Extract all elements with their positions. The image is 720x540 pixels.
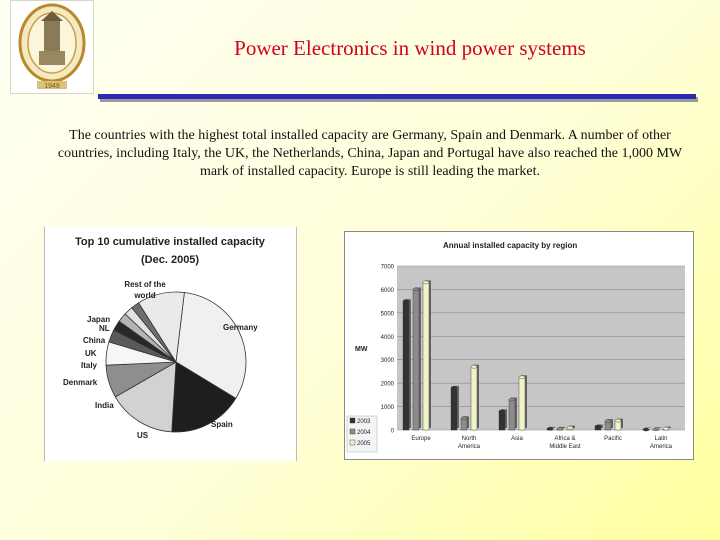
bar-2003 xyxy=(403,301,409,430)
legend-label-2003: 2003 xyxy=(357,419,371,425)
pie-label-us: US xyxy=(137,431,149,440)
y-tick-label: 0 xyxy=(390,428,394,435)
slide-title: Power Electronics in wind power systems xyxy=(234,36,586,60)
y-tick-label: 1000 xyxy=(380,405,394,412)
crest-seal-icon xyxy=(11,1,93,93)
pie-label-spain: Spain xyxy=(211,420,233,429)
pie-label-denmark: Denmark xyxy=(63,378,98,387)
title-divider xyxy=(98,94,696,99)
bar-2003 xyxy=(451,388,457,430)
bar-chart-panel xyxy=(344,231,694,460)
bar-cap-2004 xyxy=(461,417,467,420)
bar-cap-2004 xyxy=(557,427,563,430)
bar-cap-2003 xyxy=(547,427,553,430)
bar-cap-2003 xyxy=(643,428,649,431)
body-paragraph: The countries with the highest total installed capacity are Germany, Spain and Denmark. A number of other countries, including Italy, the UK, the Netherlands, China, Japan and Portugal have also reached the 1,000 MW mark of installed capacity. Europe is still leading the market. xyxy=(57,128,683,179)
bar-cap-2003 xyxy=(451,386,457,389)
pie-chart xyxy=(45,227,296,461)
bar-cap-2005 xyxy=(615,419,621,422)
bar-cap-2005 xyxy=(567,426,573,429)
bar-cap-2005 xyxy=(423,281,429,284)
x-tick-label: Europe xyxy=(411,436,431,442)
bar-cap-2004 xyxy=(605,420,611,423)
bar-2005 xyxy=(471,367,477,430)
y-tick-label: 4000 xyxy=(380,334,394,341)
pie-label-india: India xyxy=(95,401,114,410)
y-tick-label: 5000 xyxy=(380,311,394,318)
y-axis-label: MW xyxy=(355,346,368,353)
bar-cap-2005 xyxy=(663,427,669,430)
x-tick-label: Middle East xyxy=(549,444,581,450)
pie-label-uk: UK xyxy=(85,349,97,358)
legend-swatch-2004 xyxy=(350,429,355,434)
pie-chart-panel xyxy=(44,227,297,461)
plot-area xyxy=(397,266,685,430)
logo-year: 1949 xyxy=(44,83,60,90)
x-tick-label: Asia xyxy=(511,436,523,442)
bar-2005 xyxy=(519,377,525,430)
legend-label-2004: 2004 xyxy=(357,430,371,436)
pie-title: Top 10 cumulative installed capacity xyxy=(75,236,265,248)
x-tick-label: America xyxy=(649,444,673,450)
x-tick-label: Africa & xyxy=(554,436,576,442)
bar-2005 xyxy=(423,282,429,430)
bar-2004 xyxy=(461,418,467,430)
bar-cap-2005 xyxy=(471,365,477,368)
y-tick-label: 7000 xyxy=(380,264,394,271)
bar-cap-2004 xyxy=(413,288,419,291)
university-logo xyxy=(10,0,94,94)
legend-label-2005: 2005 xyxy=(357,441,371,447)
bar-2004 xyxy=(509,400,515,430)
bar-2003 xyxy=(499,411,505,430)
bar-chart xyxy=(345,232,693,459)
x-tick-label: North xyxy=(461,436,477,442)
bar-2004 xyxy=(413,289,419,430)
y-tick-label: 2000 xyxy=(380,381,394,388)
bar-title: Annual installed capacity by region xyxy=(443,241,578,250)
legend-swatch-2003 xyxy=(350,418,355,423)
pie-label-nl: NL xyxy=(99,324,110,333)
pie-label-rest-of-the-world: Rest of the world xyxy=(124,280,166,300)
pie-label-japan: Japan xyxy=(87,315,111,324)
y-tick-label: 3000 xyxy=(380,358,394,365)
legend-swatch-2005 xyxy=(350,440,355,445)
bar-cap-2004 xyxy=(653,428,659,431)
bar-cap-2003 xyxy=(595,425,601,428)
x-tick-label: America xyxy=(457,444,481,450)
bar-cap-2003 xyxy=(403,300,409,303)
pie-subtitle: (Dec. 2005) xyxy=(141,254,200,266)
x-tick-label: Latin xyxy=(654,436,668,442)
pie-label-germany: Germany xyxy=(223,323,258,332)
bar-cap-2004 xyxy=(509,398,515,401)
pie-label-china: China xyxy=(83,336,106,345)
y-tick-label: 6000 xyxy=(380,287,394,294)
bar-cap-2005 xyxy=(519,376,525,379)
x-tick-label: Pacific xyxy=(604,436,622,442)
bar-cap-2003 xyxy=(499,410,505,413)
pie-label-italy: Italy xyxy=(81,361,98,370)
